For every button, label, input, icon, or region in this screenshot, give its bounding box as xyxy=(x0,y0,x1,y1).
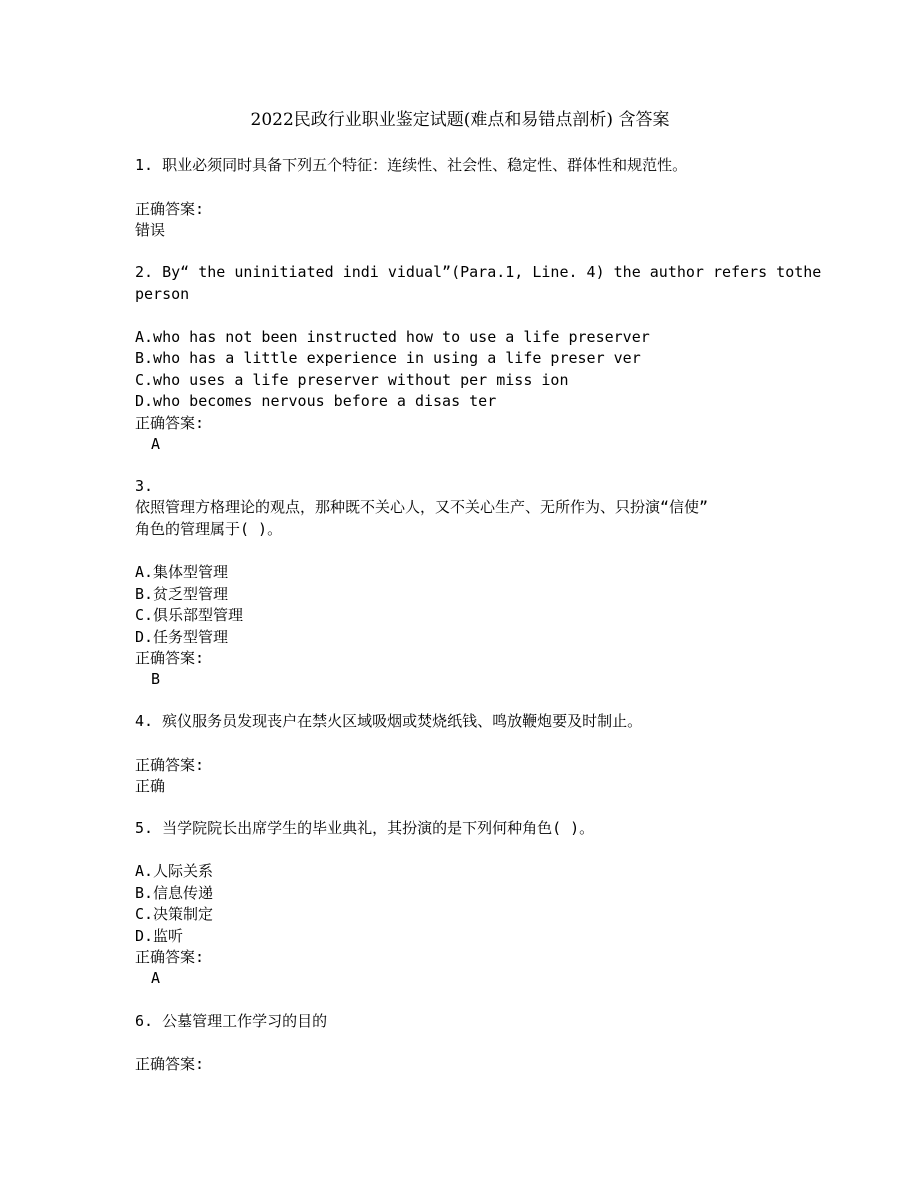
question-5-option-a: A.人际关系 xyxy=(135,862,214,880)
question-2-stem-line-1: 2. By“ the uninitiated indi vidual”(Para.1, Line. 4) the author refers tothe xyxy=(135,263,822,281)
question-1-answer-label: 正确答案: xyxy=(135,200,205,218)
question-5-answer: A xyxy=(151,969,161,987)
question-2-answer: A xyxy=(151,435,161,453)
question-5-answer-label: 正确答案: xyxy=(135,948,205,966)
question-2-option-b: B.who has a little experience in using a life preser ver xyxy=(135,349,641,367)
question-5-option-b: B.信息传递 xyxy=(135,884,214,902)
question-5-option-c: C.决策制定 xyxy=(135,905,214,923)
question-4-stem: 4. 殡仪服务员发现丧户在禁火区域吸烟或焚烧纸钱、鸣放鞭炮要及时制止。 xyxy=(135,712,643,730)
question-3-stem-line-2: 角色的管理属于( )。 xyxy=(135,520,283,538)
question-1-answer: 错误 xyxy=(135,221,166,239)
question-3-number: 3. xyxy=(135,477,154,495)
question-3-answer-label: 正确答案: xyxy=(135,649,205,667)
question-6-answer-label: 正确答案: xyxy=(135,1055,205,1073)
question-3-stem-line-1: 依照管理方格理论的观点，那种既不关心人，又不关心生产、无所作为、只扮演“信使” xyxy=(135,498,709,516)
question-3-answer: B xyxy=(151,670,161,688)
question-2-answer-label: 正确答案: xyxy=(135,414,205,432)
question-2-option-c: C.who uses a life preserver without per miss ion xyxy=(135,371,569,389)
question-3-option-b: B.贫乏型管理 xyxy=(135,585,229,603)
question-1-stem: 1. 职业必须同时具备下列五个特征：连续性、社会性、稳定性、群体性和规范性。 xyxy=(135,156,688,174)
question-5-stem: 5. 当学院院长出席学生的毕业典礼，其扮演的是下列何种角色( )。 xyxy=(135,819,595,837)
question-2-option-a: A.who has not been instructed how to use a life preserver xyxy=(135,328,650,346)
question-2-stem-line-2: person xyxy=(135,285,190,303)
question-6-stem: 6. 公墓管理工作学习的目的 xyxy=(135,1012,328,1030)
question-2-option-d: D.who becomes nervous before a disas ter xyxy=(135,392,497,410)
question-3-option-d: D.任务型管理 xyxy=(135,628,229,646)
question-3-option-c: C.俱乐部型管理 xyxy=(135,606,244,624)
document-title: 2022民政行业职业鉴定试题(难点和易错点剖析) 含答案 xyxy=(250,110,670,130)
question-5-option-d: D.监听 xyxy=(135,927,184,945)
question-3-option-a: A.集体型管理 xyxy=(135,563,229,581)
question-4-answer-label: 正确答案: xyxy=(135,756,205,774)
question-4-answer: 正确 xyxy=(135,777,166,795)
